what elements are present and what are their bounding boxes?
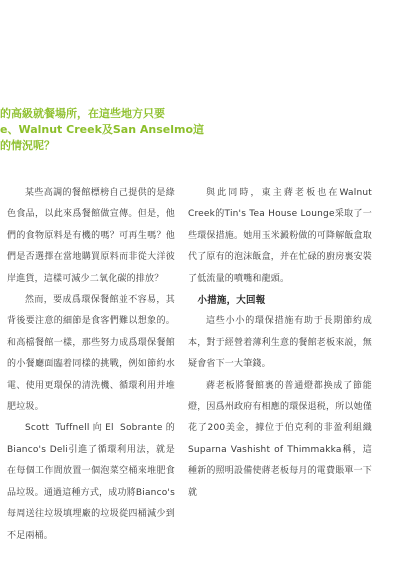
headline-line-1: 的高級就餐場所，在這些地方只要 [0,107,165,120]
right-column [188,183,372,504]
paragraph-tins-tea-house: 與此同時，東主蔣老板也在Walnut Creek的Tin's Tea House Lounge采取了一些環保措施。她用玉米澱粉做的可降解飯盒取代了原有的泡沫飯盒，并在忙碌的廚房裏安裝了低流量的噴嘴和龍頭。 [188,188,373,284]
article-headline [0,106,400,154]
paragraph-challenges: 然而，要成爲環保餐館並不容易，其背後要注意的細節是食客們難以想象的。和高檔餐館一樣，那些努力成爲環保餐館的小餐廳面臨着同樣的挑戰，例如節約水電、使用更環保的清洗機、循環利用并堆肥垃圾。 [7,295,175,413]
headline-line-3: 的情況呢？ [0,139,55,152]
paragraph-biancos-deli: Scott Tuffnell向El Sobrante的Bianco's Deli引進了循環利用法，就是在每個工作間放置一個泡菜空桶來堆肥食品垃圾。通過這種方式，成功將Bianco's每周送往垃圾填埋廠的垃圾從四桶減少到不足兩桶。 [7,423,175,541]
paragraph-energy-lighting: 蔣老板將餐館裏的普通燈都换成了節能燈，因爲州政府有相應的環保退税，所以她僅花了200美金，據位于伯克利的非盈利組織Suparna Vashisht of Thimmakka稱，這種新的照明設備使蔣老板每月的電費賬單一下就 [188,380,373,498]
left-column [7,183,175,547]
headline-line-2: e、Walnut Creek及San Anselmo這 [0,123,205,136]
paragraph-cost-savings: 這些小小的環保措施有助于長期節約成本，對于經營着薄利生意的餐館老板來説，無疑會省下一大筆錢。 [188,316,373,370]
paragraph-green-restaurants: 某些高調的餐館標榜自己提供的是綠色食品，以此來爲餐館做宣傳。但是，他們的食物原料是有機的嗎？可再生嗎？他們是否選擇在當地購買原料而非從大洋彼岸進貨，這樣可減少二氧化碳的排放？ [7,188,175,284]
section-heading: 小措施，大回報 [197,295,266,307]
